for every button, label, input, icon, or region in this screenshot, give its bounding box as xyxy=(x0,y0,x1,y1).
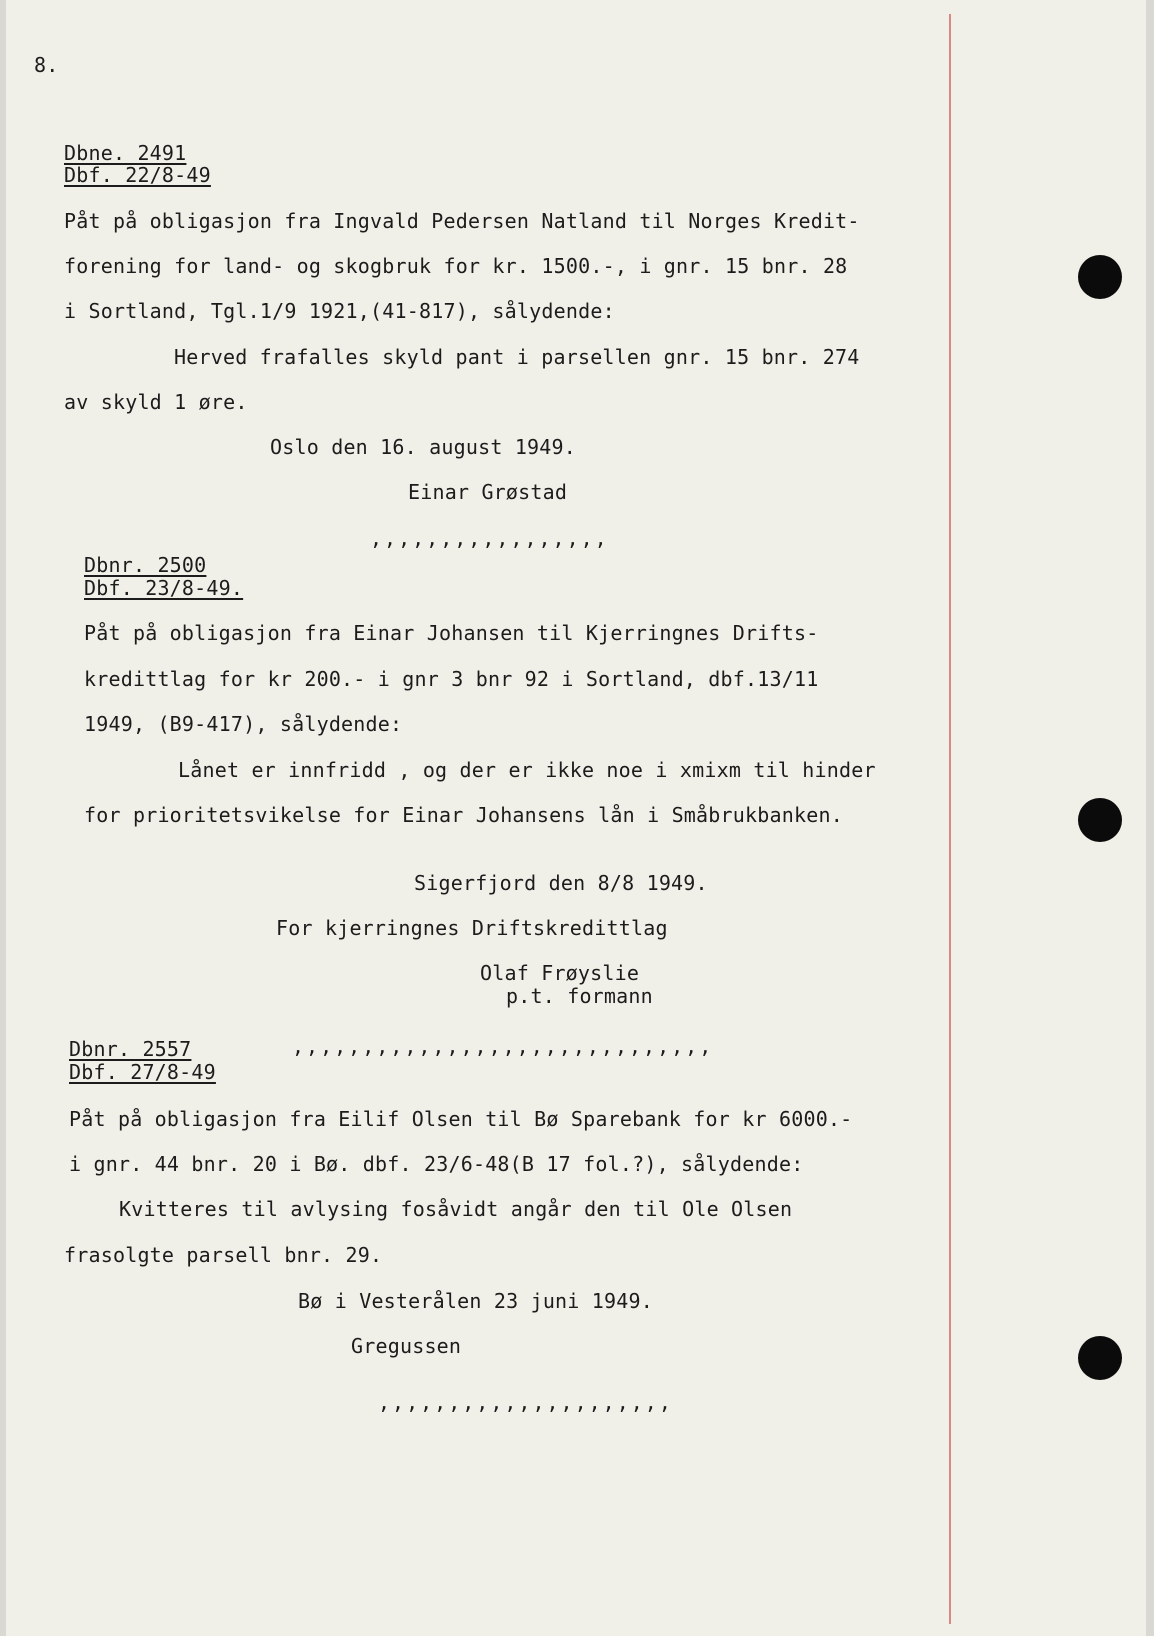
binder-hole xyxy=(1078,1336,1122,1380)
entry-text-line: Herved frafalles skyld pant i parsellen gnr. 15 bnr. 274 xyxy=(174,345,860,369)
signature: Olaf Frøyslie xyxy=(480,961,640,985)
entry-dbf: Dbf. 23/8-49. xyxy=(84,576,244,600)
page-number: 8. xyxy=(34,53,59,77)
binder-hole xyxy=(1078,255,1122,299)
place-date: Bø i Vesterålen 23 juni 1949. xyxy=(298,1289,653,1313)
entry-dbnr: Dbnr. 2500 xyxy=(84,553,207,577)
separator: ,,,,,,,,,,,,,,,,,,,,,,,,,,,,,, xyxy=(292,1034,714,1058)
entry-dbf: Dbf. 27/8-49 xyxy=(69,1060,216,1084)
place-date: Oslo den 16. august 1949. xyxy=(270,435,577,459)
for-line: For kjerringnes Driftskredittlag xyxy=(276,916,668,940)
document-page xyxy=(6,0,1146,1636)
entry-dbf: Dbf. 22/8-49 xyxy=(64,163,211,187)
entry-text-line: for prioritetsvikelse for Einar Johansens lån i Småbrukbanken. xyxy=(84,803,843,827)
signature: Gregussen xyxy=(351,1334,462,1358)
entry-text-line: frasolgte parsell bnr. 29. xyxy=(64,1243,383,1267)
entry-text-line: 1949, (B9-417), sålydende: xyxy=(84,712,403,736)
margin-line xyxy=(949,14,951,1624)
entry-text-line: i Sortland, Tgl.1/9 1921,(41-817), sålydende: xyxy=(64,299,615,323)
separator: ,,,,,,,,,,,,,,,,,,,,, xyxy=(378,1390,673,1414)
entry-text-line: i gnr. 44 bnr. 20 i Bø. dbf. 23/6-48(B 17 fol.?), sålydende: xyxy=(69,1152,804,1176)
entry-text-line: Kvitteres til avlysing fosåvidt angår den til Ole Olsen xyxy=(119,1197,793,1221)
entry-text-line: Lånet er innfridd , og der er ikke noe i xmixm til hinder xyxy=(178,758,876,782)
entry-text-line: forening for land- og skogbruk for kr. 1500.-, i gnr. 15 bnr. 28 xyxy=(64,254,848,278)
entry-text-line: Påt på obligasjon fra Einar Johansen til Kjerringnes Drifts- xyxy=(84,621,819,645)
entry-text-line: Påt på obligasjon fra Eilif Olsen til Bø Sparebank for kr 6000.- xyxy=(69,1107,853,1131)
entry-text-line: av skyld 1 øre. xyxy=(64,390,248,414)
signature: Einar Grøstad xyxy=(408,480,568,504)
entry-dbnr: Dbnr. 2557 xyxy=(69,1037,192,1061)
entry-text-line: kredittlag for kr 200.- i gnr 3 bnr 92 i Sortland, dbf.13/11 xyxy=(84,667,819,691)
entry-text-line: Påt på obligasjon fra Ingvald Pedersen Natland til Norges Kredit- xyxy=(64,209,860,233)
signature-title: p.t. formann xyxy=(506,984,653,1008)
binder-hole xyxy=(1078,798,1122,842)
entry-dbnr: Dbne. 2491 xyxy=(64,141,187,165)
place-date: Sigerfjord den 8/8 1949. xyxy=(414,871,708,895)
separator: ,,,,,,,,,,,,,,,,, xyxy=(370,526,609,550)
